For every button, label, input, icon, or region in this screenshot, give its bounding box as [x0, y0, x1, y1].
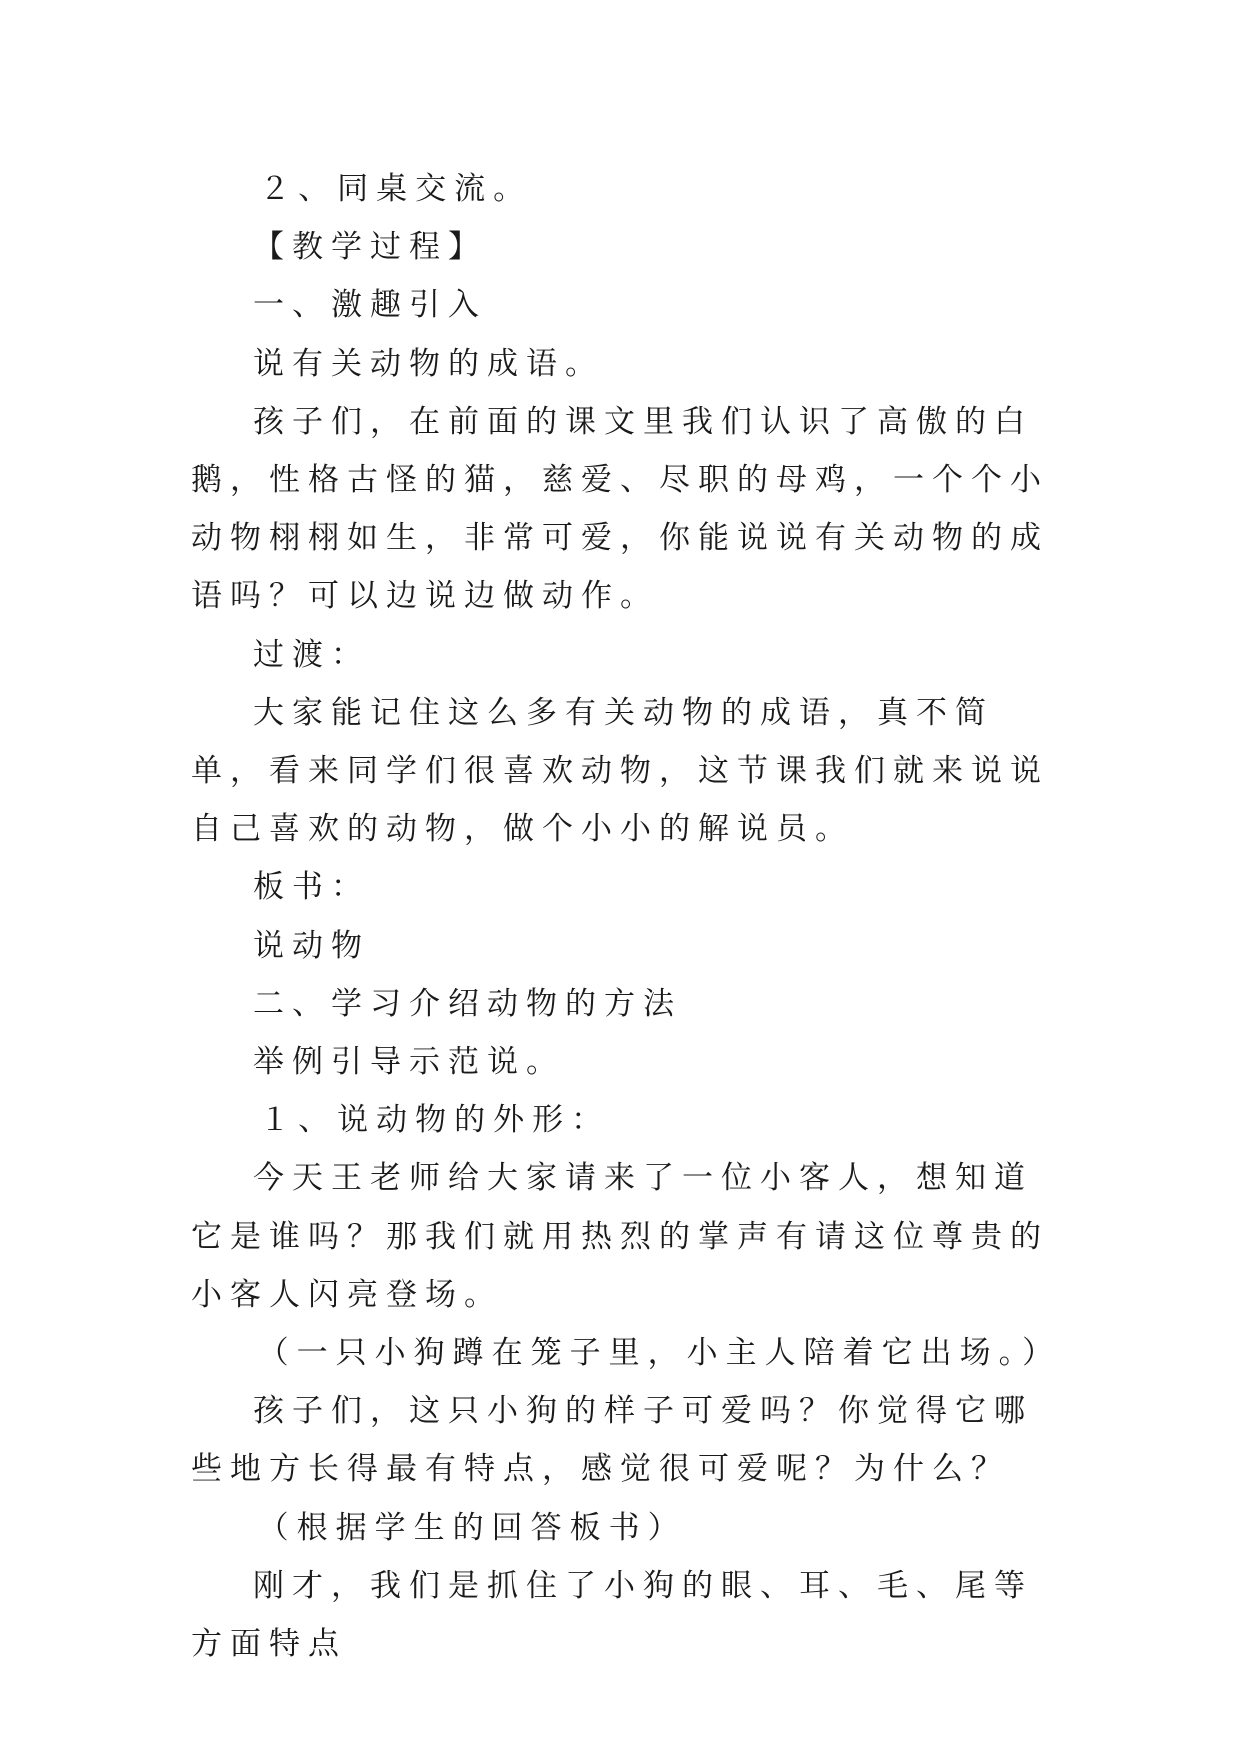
paragraph: 举例引导示范说。: [253, 1044, 565, 1081]
paragraph-step-1: １、说动物的外形：: [259, 1102, 611, 1139]
paragraph: 孩子们，在前面的课文里我们认识了高傲的白鹅，性格古怪的猫，慈爱、尽职的母鸡，一个个小动物栩栩如生，非常可爱，你能说说有关动物的成语吗？可以边说边做动作。: [191, 403, 1049, 615]
paragraph: 板书：: [253, 869, 370, 906]
paragraph: 说有关动物的成语。: [253, 345, 604, 382]
section-heading-1: 一、激趣引入: [253, 287, 487, 324]
paragraph: 过渡：: [253, 636, 370, 673]
board-writing: 说动物: [253, 927, 370, 964]
stage-direction: （根据学生的回答板书）: [257, 1509, 687, 1546]
paragraph: 大家能记住这么多有关动物的成语，真不简单，看来同学们很喜欢动物，这节课我们就来说说自己喜欢的动物，做个小小的解说员。: [191, 694, 1049, 848]
paragraph: 刚才，我们是抓住了小狗的眼、耳、毛、尾等方面特点: [191, 1567, 1033, 1663]
paragraph: 今天王老师给大家请来了一位小客人，想知道它是谁吗？那我们就用热烈的掌声有请这位尊贵的小客人闪亮登场。: [191, 1160, 1049, 1313]
document-body: [191, 160, 1071, 1673]
section-heading-2: 二、学习介绍动物的方法: [253, 985, 682, 1022]
paragraph-step-2: ２、同桌交流。: [259, 171, 533, 207]
stage-direction: （一只小狗蹲在笼子里，小主人陪着它出场。）: [257, 1335, 1062, 1372]
paragraph: 孩子们，这只小狗的样子可爱吗？你觉得它哪些地方长得最有特点，感觉很可爱呢？为什么？: [191, 1393, 1033, 1488]
section-heading-teaching-process: 【教学过程】: [253, 229, 487, 266]
